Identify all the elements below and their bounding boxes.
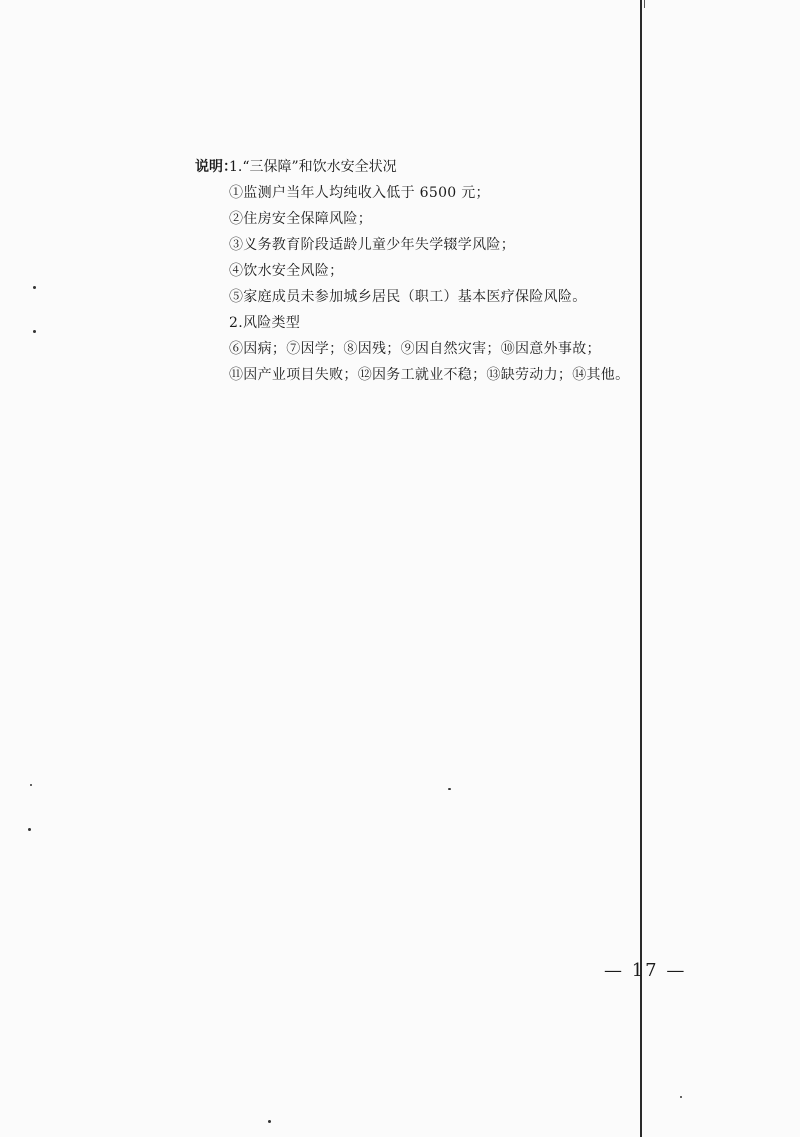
scan-speck — [448, 788, 451, 790]
scan-speck — [28, 828, 31, 831]
section2-line-2: ⑪因产业项目失败；⑫因务工就业不稳；⑬缺劳动力；⑭其他。 — [229, 367, 630, 383]
section1-title: 1.“三保障”和饮水安全状况 — [229, 159, 397, 175]
notes-heading-row — [195, 154, 635, 180]
scan-speck — [268, 1120, 271, 1123]
scan-speck — [33, 286, 36, 289]
section2-title: 2.风险类型 — [229, 315, 301, 331]
section1-item-5: ⑤家庭成员未参加城乡居民（职工）基本医疗保险风险。 — [229, 289, 587, 305]
section1-item-2: ②住房安全保障风险； — [229, 211, 372, 227]
scan-speck — [33, 330, 36, 333]
section1-item-1: ①监测户当年人均纯收入低于 6500 元； — [229, 185, 490, 201]
section1-item-3: ③义务教育阶段适龄儿童少年失学辍学风险； — [229, 237, 515, 253]
section1-item-4: ④饮水安全风险； — [229, 263, 344, 279]
notes-block — [195, 154, 635, 388]
page-number: — 17 — — [604, 960, 687, 981]
section2-line-1: ⑥因病；⑦因学；⑧因残；⑨因自然灾害；⑩因意外事故； — [229, 341, 601, 357]
scan-speck — [680, 1096, 682, 1098]
scan-edge-mark — [644, 0, 645, 8]
scan-speck — [30, 784, 32, 786]
notes-label: 说明： — [195, 159, 237, 175]
